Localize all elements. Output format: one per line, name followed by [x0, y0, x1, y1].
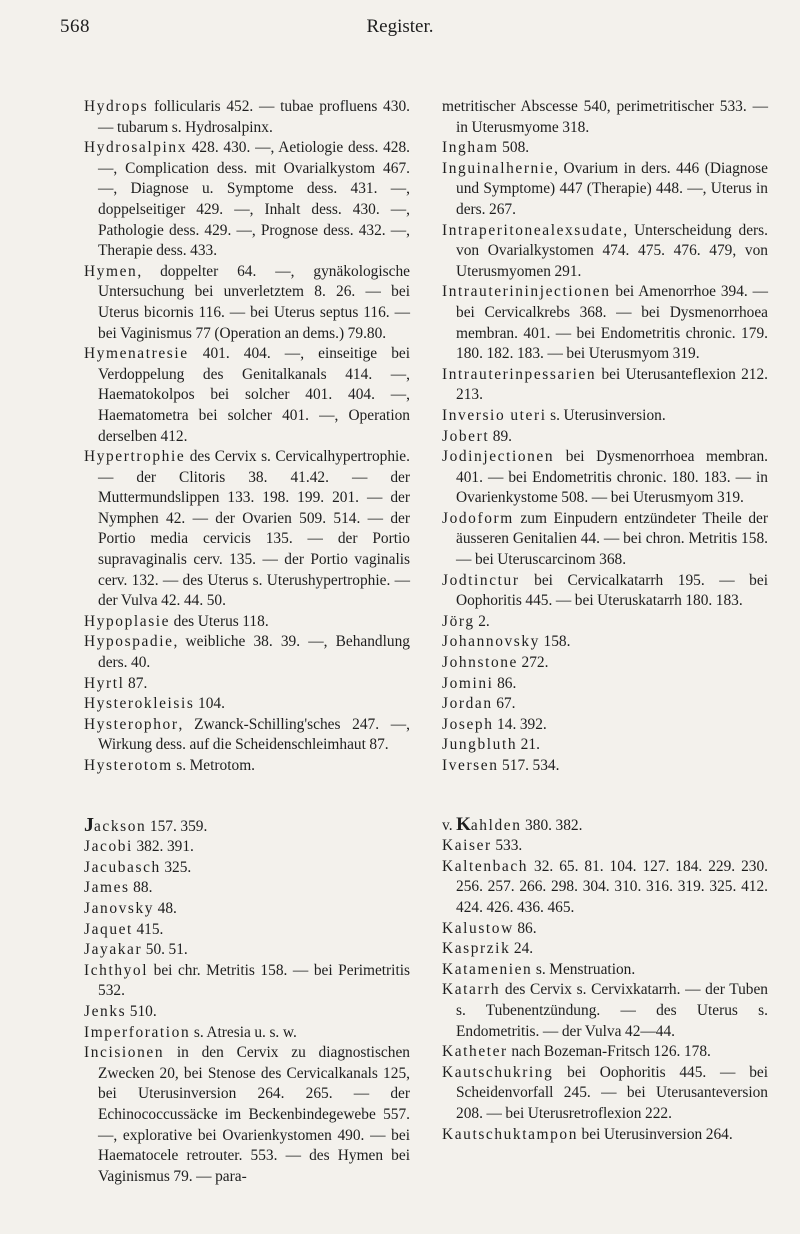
entry-term: Intrauterininjectionen — [442, 283, 611, 301]
index-entry — [84, 1043, 410, 1187]
left-column — [84, 97, 410, 1187]
entry-text: 14. 392. — [493, 715, 547, 733]
index-entry — [84, 138, 410, 262]
index-entry — [84, 1023, 410, 1044]
index-entry — [442, 509, 768, 571]
entry-term: Imperforation — [84, 1023, 191, 1041]
entry-term: Hydrosalpinx — [84, 139, 187, 157]
entry-text: des Cervix s. Cervicalhypertrophie. — der Clitoris 38. 41.42. — der Muttermundslippen 133. 198. 199. 201. — der Nymphen 42. — der Ovarien 509. 514. — der Portio media cervicis 135. — der Portio supravaginalis cerv. 135. — der Portio vaginalis cerv. 132. — des Uterus s. Uterushypertrophie. — der Vulva 42. 44. 50. — [98, 448, 410, 610]
entry-text: bei chr. Metritis 158. — bei Perimetritis 532. — [98, 961, 410, 1000]
entry-text: 86. — [493, 674, 517, 692]
entry-text: metritischer Abscesse 540, perimetritischer 533. — in Uterusmyome 318. — [442, 98, 768, 136]
entry-text: 533. — [491, 837, 523, 855]
entry-text: 86. — [513, 919, 537, 937]
entry-text: in den Cervix zu diagnostischen Zwecken 20, bei Stenose des Cervicalkanals 125, bei Uterusinversion 264. 265. — der Echinococcussäcke im Beckenbindegewebe 557. —, explorative bei Ovarienkystomen 490. — bei Haematocele retrouter. 553. — des Hymen bei Vaginismus 79. — para- — [98, 1044, 410, 1185]
entry-text: 48. — [154, 899, 177, 917]
entry-text: , weibliche 38. 39. —, Behandlung ders. 40. — [98, 633, 410, 672]
index-entry — [84, 715, 410, 756]
entry-text: 2. — [474, 612, 490, 630]
index-entry — [84, 878, 410, 899]
entry-text: 428. 430. —, Aetiologie dess. 428. —, Complication dess. mit Ovarialkystom 467. —, Diagnose u. Symptome dess. 431. —, doppelseitiger 429. —, Inhalt dess. 430. —, Pathologie dess. 429. —, Prognose dess. 432. —, Therapie dess. 433. — [98, 139, 410, 260]
entry-term: Iversen — [442, 757, 499, 774]
entry-term: Jörg — [442, 612, 475, 630]
index-entry — [84, 447, 410, 612]
entry-term: Joseph — [442, 715, 494, 733]
entry-term: Hysterophor — [84, 715, 179, 733]
entry-term: Jodoform — [442, 509, 514, 527]
entry-term: Inguinalhernie — [442, 159, 555, 177]
entry-block-i-j — [442, 97, 768, 777]
entry-term: Intraperitonealexsudate — [442, 221, 624, 239]
entry-term: Kaltenbach — [442, 857, 529, 875]
entry-term: Inversio uteri — [442, 406, 547, 424]
index-entry — [442, 612, 768, 633]
entry-term: Incisionen — [84, 1044, 165, 1062]
entry-term: Intrauterinpessarien — [442, 365, 597, 383]
right-column — [442, 97, 768, 1145]
index-entry — [442, 159, 768, 221]
entry-prefix: v. — [442, 816, 457, 834]
entry-block-j — [84, 815, 410, 1188]
entry-term: Jenks — [84, 1002, 127, 1020]
index-entry — [442, 1063, 768, 1125]
index-entry — [84, 632, 410, 673]
entry-text: bei Uterusinversion 264. — [578, 1125, 733, 1143]
entry-text: 517. 534. — [498, 757, 560, 774]
entry-term: Kalustow — [442, 919, 514, 937]
entry-text: bei Cervicalkatarrh 195. — bei Oophoritis 445. — bei Uteruskatarrh 180. 183. — [456, 571, 768, 610]
entry-text: 157. 359. — [146, 817, 208, 835]
entry-term: Hydrops — [84, 98, 149, 115]
index-entry — [442, 980, 768, 1042]
entry-block-k — [442, 815, 768, 1146]
entry-text: 325. — [160, 858, 192, 876]
entry-term: Johnstone — [442, 654, 518, 672]
entry-text: bei Dysmenorrhoea membran. 401. — bei Endometritis chronic. 180. 183. — in Ovarienkystome 508. — bei Uterusmyom 319. — [456, 448, 768, 507]
page-header — [0, 16, 800, 46]
index-entry — [84, 940, 410, 961]
index-entry — [442, 674, 768, 695]
entry-term: Jobert — [442, 427, 490, 445]
entry-term: Jacubasch — [84, 858, 161, 876]
entry-text: bei Uterusanteflexion 212. 213. — [456, 365, 768, 404]
index-entry — [84, 694, 410, 715]
index-entry — [442, 653, 768, 674]
entry-term: Kautschuktampon — [442, 1125, 578, 1143]
index-entry — [442, 735, 768, 756]
entry-text: , doppelter 64. —, gynäkologische Untersuchung bei unverletztem 8. 26. — bei Uterus bicornis 116. — bei Uterus septus 116. — bei Vaginismus 77 (Operation an dems.) 79.80. — [98, 262, 410, 342]
entry-term: ackson — [94, 817, 147, 835]
index-entry — [442, 756, 768, 777]
index-entry — [442, 427, 768, 448]
entry-term: Hymen — [84, 262, 138, 280]
index-entry — [442, 815, 768, 837]
entry-text: follicularis 452. — tubae profluens 430. — tubarum s. Hydrosalpinx. — [98, 98, 410, 136]
index-entry — [84, 1002, 410, 1023]
index-entry — [84, 920, 410, 941]
entry-term: Janovsky — [84, 899, 155, 917]
entry-term: Hypoplasie — [84, 612, 171, 630]
index-entry — [442, 694, 768, 715]
index-entry — [442, 447, 768, 509]
entry-text: bei Oophoritis 445. — bei Scheidenvorfall 245. — bei Uterusanteversion 208. — bei Uterusretroflexion 222. — [456, 1063, 768, 1122]
entry-text: 382. 391. — [132, 838, 194, 856]
entry-text: 21. — [517, 736, 540, 754]
index-entry — [442, 857, 768, 919]
entry-term: Jodinjectionen — [442, 448, 555, 466]
index-entry — [442, 1125, 768, 1146]
index-entry — [84, 344, 410, 447]
entry-term: Ichthyol — [84, 961, 149, 979]
index-entry — [442, 406, 768, 427]
entry-text: 380. 382. — [521, 816, 583, 834]
entry-text: zum Einpudern entzündeter Theile der äusseren Genitalien 44. — bei chron. Metritis 158. — bei Uteruscarcinom 368. — [456, 509, 768, 569]
entry-text: s. Menstruation. — [532, 960, 636, 978]
index-entry — [442, 571, 768, 612]
entry-text: des Uterus 118. — [170, 612, 269, 630]
entry-text: , Ovarium in ders. 446 (Diagnose und Symptome) 447 (Therapie) 448. —, Uterus in ders. 267. — [456, 159, 768, 218]
entry-initial: K — [456, 813, 471, 835]
entry-term: Jungbluth — [442, 736, 518, 754]
index-entry — [442, 282, 768, 364]
running-title: Register. — [366, 16, 434, 37]
entry-term: Jacobi — [84, 838, 133, 856]
index-entry — [442, 836, 768, 857]
entry-text: 510. — [126, 1002, 157, 1020]
page-number: 568 — [60, 16, 90, 37]
entry-term: Hypertrophie — [84, 448, 186, 466]
index-entry — [84, 756, 410, 777]
index-entry — [442, 1042, 768, 1063]
index-entry — [84, 674, 410, 695]
entry-term: Hyrtl — [84, 674, 125, 692]
entry-term: Jaquet — [84, 920, 133, 938]
entry-text: 272. — [517, 654, 549, 672]
entry-term: Katheter — [442, 1043, 508, 1061]
index-entry — [84, 899, 410, 920]
entry-term: Jomini — [442, 674, 494, 692]
entry-term: Hymenatresie — [84, 345, 189, 363]
block-gap — [84, 777, 410, 815]
entry-text: 32. 65. 81. 104. 127. 184. 229. 230. 256. 257. 266. 298. 304. 310. 316. 319. 325. 412. 424. 426. 436. 465. — [456, 857, 768, 916]
entry-text: 87. — [124, 674, 148, 692]
index-entry — [84, 815, 410, 838]
index-entry — [442, 715, 768, 736]
entry-text: bei Amenorrhoe 394. — bei Cervicalkrebs 368. — bei Dysmenorrhoea membran. 401. — bei Endometritis chronic. 179. 180. 182. 183. — bei Uterusmyom 319. — [456, 283, 768, 363]
entry-initial: J — [84, 813, 94, 836]
entry-text: s. Uterusinversion. — [546, 406, 666, 424]
block-gap — [442, 777, 768, 815]
entry-term: Jordan — [442, 695, 493, 713]
index-entry — [84, 858, 410, 879]
entry-term: Hysterokleisis — [84, 695, 195, 713]
entry-text: 104. — [194, 695, 225, 713]
index-entry — [84, 262, 410, 344]
entry-term: James — [84, 879, 130, 897]
index-entry — [442, 221, 768, 283]
index-entry — [442, 919, 768, 940]
entry-term: ahlden — [470, 816, 522, 834]
entry-term: Kaiser — [442, 837, 492, 855]
index-entry — [84, 961, 410, 1002]
index-entry — [84, 837, 410, 858]
entry-term: Jodtinctur — [442, 571, 520, 589]
entry-term: Kautschukring — [442, 1063, 554, 1081]
entry-text: des Cervix s. Cervixkatarrh. — der Tuben s. Tubenentzündung. — des Uterus s. Endometritis. — der Vulva 42—44. — [456, 981, 768, 1040]
entry-text: 88. — [129, 879, 153, 897]
index-entry — [442, 960, 768, 981]
entry-text: 508. — [498, 139, 530, 157]
entry-term: Hypospadie — [84, 633, 174, 651]
entry-term: Hysterotom — [84, 757, 173, 774]
entry-text: 415. — [132, 920, 164, 938]
entry-text: , Zwanck-Schilling'sches 247. —, Wirkung dess. auf die Scheidenschleimhaut 87. — [98, 715, 410, 754]
entry-term: Johannovsky — [442, 633, 540, 651]
index-entry — [442, 97, 768, 138]
index-entry — [442, 939, 768, 960]
index-entry — [84, 612, 410, 633]
index-entry — [442, 632, 768, 653]
entry-text: 24. — [510, 940, 534, 958]
entry-term: Kasprzik — [442, 940, 511, 958]
entry-term: Katamenien — [442, 960, 533, 978]
index-entry — [84, 97, 410, 138]
entry-text: 158. — [539, 633, 571, 651]
index-entry — [442, 365, 768, 406]
entry-text: , Unterscheidung ders. von Ovarialkystomen 474. 475. 476. 479, von Uterusmyomen 291. — [456, 221, 768, 280]
entry-text: 401. 404. —, einseitige bei Verdoppelung des Genitalkanals 414. —, Haematokolpos bei solcher 401. 404. —, Haematometra bei solcher 401. —, Operation derselben 412. — [98, 345, 410, 445]
entry-term: Katarrh — [442, 981, 501, 999]
index-entry — [442, 138, 768, 159]
entry-term: Ingham — [442, 139, 499, 157]
entry-text: s. Atresia u. s. w. — [190, 1023, 297, 1041]
entry-block-h — [84, 97, 410, 777]
entry-text: 89. — [489, 427, 513, 445]
entry-text: nach Bozeman-Fritsch 126. 178. — [507, 1043, 711, 1061]
entry-text: 50. 51. — [142, 941, 188, 959]
entry-term: Jayakar — [84, 941, 143, 959]
entry-text: 67. — [492, 695, 516, 713]
entry-text: s. Metrotom. — [172, 757, 256, 774]
